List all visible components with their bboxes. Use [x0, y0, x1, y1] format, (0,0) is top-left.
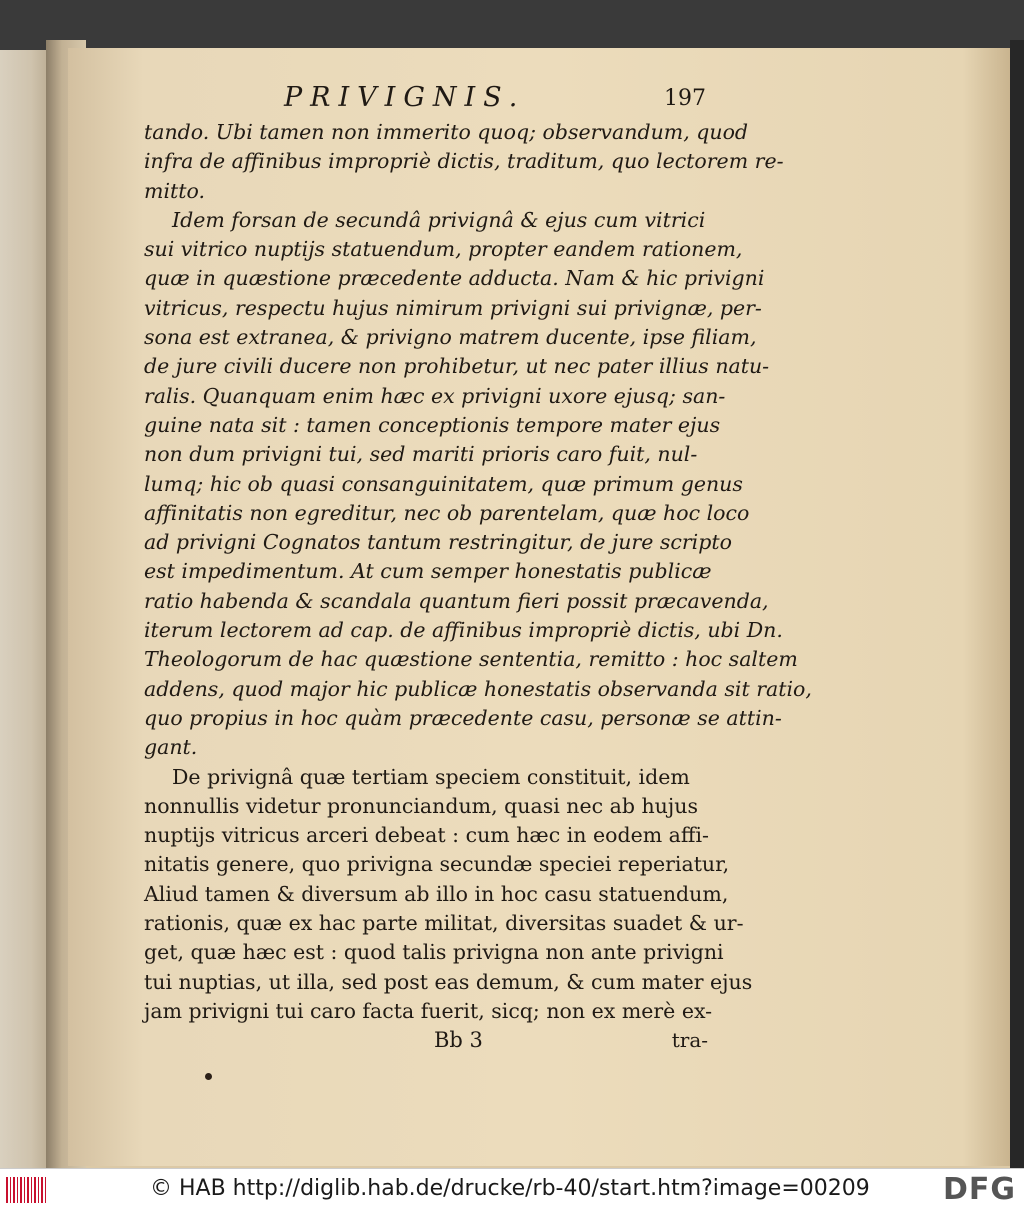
page-text: [144, 82, 812, 1058]
facing-page-edge: [0, 50, 52, 1168]
text-line: sona est extranea, & privigno matrem ducente, ipse filiam,: [144, 325, 757, 350]
text-line: lumq; hic ob quasi consanguinitatem, quæ primum genus: [144, 471, 743, 496]
page-number: 197: [664, 86, 706, 111]
text-line: ralis. Quanquam enim hæc ex privigni uxore ejusq; san-: [144, 383, 726, 408]
text-line: est impedimentum. At cum semper honestatis publicæ: [144, 559, 712, 584]
text-line: de jure civili ducere non prohibetur, ut nec pater illius natu-: [144, 354, 770, 379]
catchword: tra-: [671, 1028, 708, 1053]
text-line: Aliud tamen & diversum ab illo in hoc casu statuendum,: [144, 881, 729, 906]
text-line: nonnullis videtur pronunciandum, quasi nec ab hujus: [144, 793, 698, 818]
text-line: nitatis genere, quo privigna secundæ speciei reperiatur,: [144, 852, 730, 877]
paragraph: [144, 206, 812, 763]
page-header: [144, 82, 714, 118]
body-text: [144, 118, 812, 1026]
text-line: non dum privigni tui, sed mariti prioris caro fuit, nul-: [144, 442, 698, 467]
signature-mark: Bb 3: [434, 1028, 483, 1053]
running-head: PRIVIGNIS.: [284, 82, 526, 113]
text-line: guine nata sit : tamen conceptionis tempore mater ejus: [144, 412, 721, 437]
text-line: affinitatis non egreditur, nec ob parentelam, quæ hoc loco: [144, 500, 750, 525]
text-line: tui nuptias, ut illa, sed post eas demum, & cum mater ejus: [144, 969, 753, 994]
text-line: infra de affinibus impropriè dictis, traditum, quo lectorem re-: [144, 149, 784, 174]
text-line: ratio habenda & scandala quantum fieri possit præcavenda,: [144, 588, 769, 613]
text-line: quæ in quæstione præcedente adducta. Nam & hic privigni: [144, 266, 765, 291]
text-line: get, quæ hæc est : quod talis privigna non ante privigni: [144, 940, 724, 965]
dfg-logo: DFG: [942, 1172, 1016, 1207]
text-line: vitricus, respectu hujus nimirum privigni sui privignæ, per-: [144, 295, 762, 320]
text-line: tando. Ubi tamen non immerito quoq; observandum, quod: [144, 120, 749, 144]
text-line: sui vitrico nuptijs statuendum, propter eandem rationem,: [144, 237, 743, 262]
page-footer: [144, 1028, 714, 1058]
text-line: De privignâ quæ tertiam speciem constituit, idem: [172, 764, 690, 789]
text-line: Idem forsan de secundâ privignâ & ejus cum vitrici: [172, 207, 706, 232]
ink-speck: [205, 1073, 212, 1080]
text-line: ad privigni Cognatos tantum restringitur, de jure scripto: [144, 530, 732, 555]
text-line: gant.: [144, 735, 198, 760]
text-line: mitto.: [144, 178, 205, 203]
text-line: quo propius in hoc quàm præcedente casu, personæ se attin-: [144, 705, 782, 730]
text-line: iterum lectorem ad cap. de affinibus impropriè dictis, ubi Dn.: [144, 618, 783, 643]
paragraph: [144, 763, 753, 1027]
text-line: rationis, quæ ex hac parte militat, diversitas suadet & ur-: [144, 911, 744, 936]
barcode-icon: [6, 1177, 46, 1203]
copyright-link[interactable]: © HAB http://diglib.hab.de/drucke/rb-40/start.htm?image=00209: [150, 1176, 870, 1201]
text-line: nuptijs vitricus arceri debeat : cum hæc in eodem affi-: [144, 823, 709, 848]
text-line: Theologorum de hac quæstione sententia, remitto : hoc saltem: [144, 647, 798, 672]
paragraph: [144, 118, 784, 206]
text-line: addens, quod major hic publicæ honestatis observanda sit ratio,: [144, 676, 812, 701]
scan-border: [1010, 40, 1024, 1168]
viewer-footer: [0, 1168, 1024, 1210]
text-line: jam privigni tui caro facta fuerit, sicq; non ex merè ex-: [144, 998, 713, 1023]
